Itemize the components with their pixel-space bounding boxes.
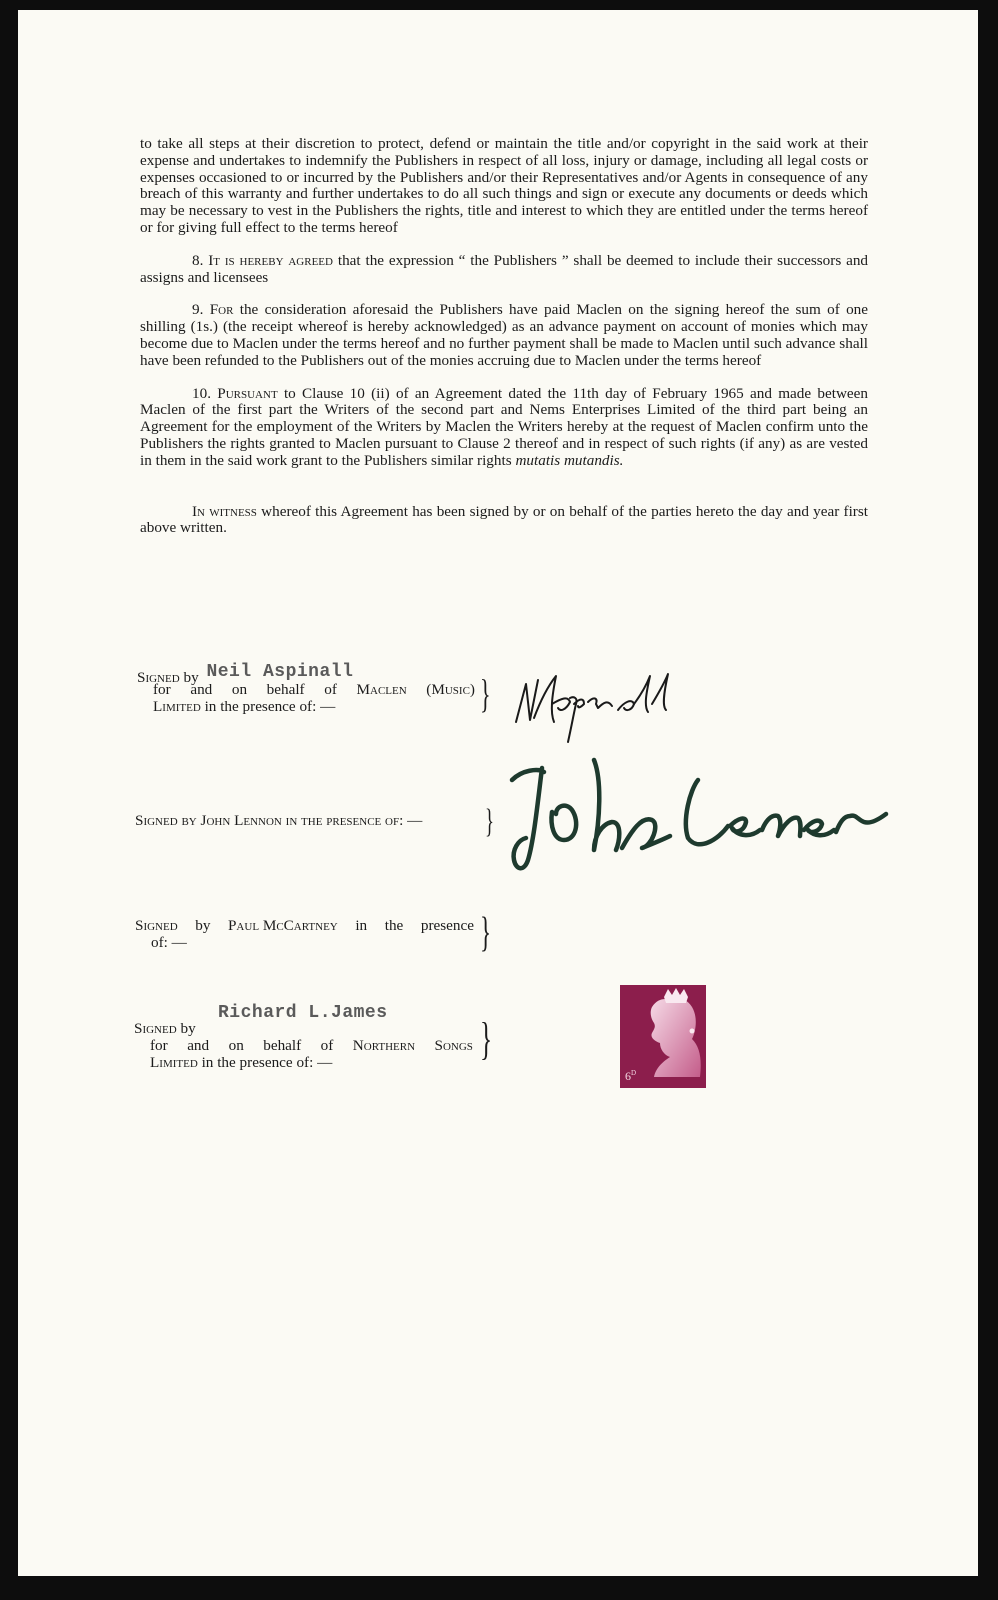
clause-9-lead: For xyxy=(209,301,234,319)
mccartney-presence: of: — xyxy=(151,934,187,951)
clause-9 xyxy=(140,302,868,369)
mccartney-line-2 xyxy=(135,934,474,951)
maclen-by: by xyxy=(183,669,199,686)
maclen-music: (Music) xyxy=(426,681,475,698)
northern-word: for xyxy=(150,1037,168,1054)
mccartney-name: Paul McCartney xyxy=(227,917,338,934)
stamp-value-unit: D xyxy=(631,1069,637,1077)
stamp-value xyxy=(625,1069,636,1084)
clause-9-text: the consideration aforesaid the Publishers have paid Maclen on the signing hereof the sum of one shilling (1s.) (the receipt whereof is hereby acknowledged) as an advance payment on account of monies which may become due to Maclen under the terms hereof and no further payment shall be made to Maclen until such advance shall have been refunded to the Publishers out of the monies accruing due to Maclen under the terms hereof xyxy=(140,301,869,369)
northern-presence: in the presence of: — xyxy=(201,1054,333,1071)
maclen-company: Maclen xyxy=(356,681,407,698)
maclen-typed-name: Neil Aspinall xyxy=(206,662,354,682)
northern-word: behalf xyxy=(263,1037,302,1054)
mccartney-sign-block xyxy=(135,917,474,951)
lennon-signature xyxy=(502,740,902,890)
clause-8 xyxy=(140,253,868,287)
clause-10-lead: Pursuant xyxy=(217,384,278,402)
maclen-word: behalf xyxy=(266,681,305,698)
northern-line-3 xyxy=(134,1054,473,1071)
maclen-line-3 xyxy=(137,698,475,715)
northern-company: Northern xyxy=(352,1037,416,1054)
clause-8-number: 8. xyxy=(192,251,204,269)
mccartney-brace: } xyxy=(480,910,492,956)
aspinall-signature xyxy=(508,662,698,752)
mccartney-signed-label: Signed xyxy=(135,917,178,934)
maclen-word: of xyxy=(324,681,337,698)
northern-typed-name: Richard L.James xyxy=(218,1003,388,1023)
agreement-text xyxy=(140,136,868,537)
northern-brace: } xyxy=(480,1013,493,1064)
northern-line-2 xyxy=(134,1037,473,1054)
northern-songs: Songs xyxy=(434,1037,473,1054)
clause-10 xyxy=(140,386,868,470)
maclen-word: and xyxy=(190,681,213,698)
lennon-sign-block xyxy=(135,812,422,829)
clause-7-continuation: to take all steps at their discretion to protect, defend or maintain the title and/or copyright in the said work at their expense and undertakes to indemnify the Publishers in respect of all loss, injury or damage, including all legal costs or expenses occasioned to or incurred by the Publishers and/or their Representatives and/or Agents in consequence of any breach of this warranty and further undertakes to do all such things and sign or execute any documents or deeds which may be necessary to vest in the Publishers the rights, title and interest to which they are entitled under the terms hereof or for giving full effect to the terms hereof xyxy=(140,135,868,236)
clause-9-number: 9. xyxy=(192,301,204,319)
mccartney-word: the xyxy=(384,917,404,934)
northern-signed-label: Signed xyxy=(134,1020,177,1037)
northern-sign-block xyxy=(134,1004,473,1071)
maclen-signed-label: Signed xyxy=(137,669,180,686)
maclen-brace: } xyxy=(480,671,491,716)
maclen-sign-block xyxy=(137,662,475,715)
maclen-word: on xyxy=(231,681,248,698)
mccartney-word: presence xyxy=(420,917,474,934)
northern-word: and xyxy=(187,1037,210,1054)
northern-limited: Limited xyxy=(150,1054,198,1071)
maclen-presence: in the presence of: — xyxy=(204,698,336,715)
postage-stamp xyxy=(620,985,706,1088)
lennon-brace: } xyxy=(485,803,494,840)
lennon-line xyxy=(135,812,422,829)
clause-8-text: that the expression “ the Publishers ” shall be deemed to include their successors and assigns and licensees xyxy=(140,251,869,286)
clause-10-number: 10. xyxy=(192,384,211,402)
maclen-word: for xyxy=(153,681,171,698)
maclen-limited: Limited xyxy=(153,698,201,715)
mccartney-word: in xyxy=(355,917,368,934)
clause-10-italic: mutatis mutandis. xyxy=(515,451,624,469)
lennon-text: by John Lennon in the presence of: — xyxy=(181,812,423,829)
clause-10-text: to Clause 10 (ii) of an Agreement dated the 11th day of February 1965 and made between Maclen of the first part the Writers of the second part and Nems Enterprises Limited of the third part being an Agreement for the employment of the Writers by Maclen the Writers hereby at the request of Maclen confirm unto the Publishers the rights granted to Maclen pursuant to Clause 2 thereof and in respect of such rights (if any) as are vested in them in the said work grant to the Publishers similar rights xyxy=(140,384,868,469)
clause-8-lead: It is hereby agreed xyxy=(208,251,333,269)
witness-text: whereof this Agreement has been signed by or on behalf of the parties hereto the day and year first above written. xyxy=(140,502,868,537)
mccartney-line-1 xyxy=(135,917,474,934)
lennon-signed-label: Signed xyxy=(135,812,178,829)
northern-by: by xyxy=(180,1020,196,1037)
witness-clause xyxy=(140,504,868,538)
mccartney-word: by xyxy=(195,917,211,934)
northern-word: on xyxy=(228,1037,244,1054)
witness-lead: In witness xyxy=(192,502,257,520)
northern-word: of xyxy=(320,1037,334,1054)
stamp-value-number: 6 xyxy=(625,1069,631,1083)
document-page xyxy=(18,10,978,1576)
